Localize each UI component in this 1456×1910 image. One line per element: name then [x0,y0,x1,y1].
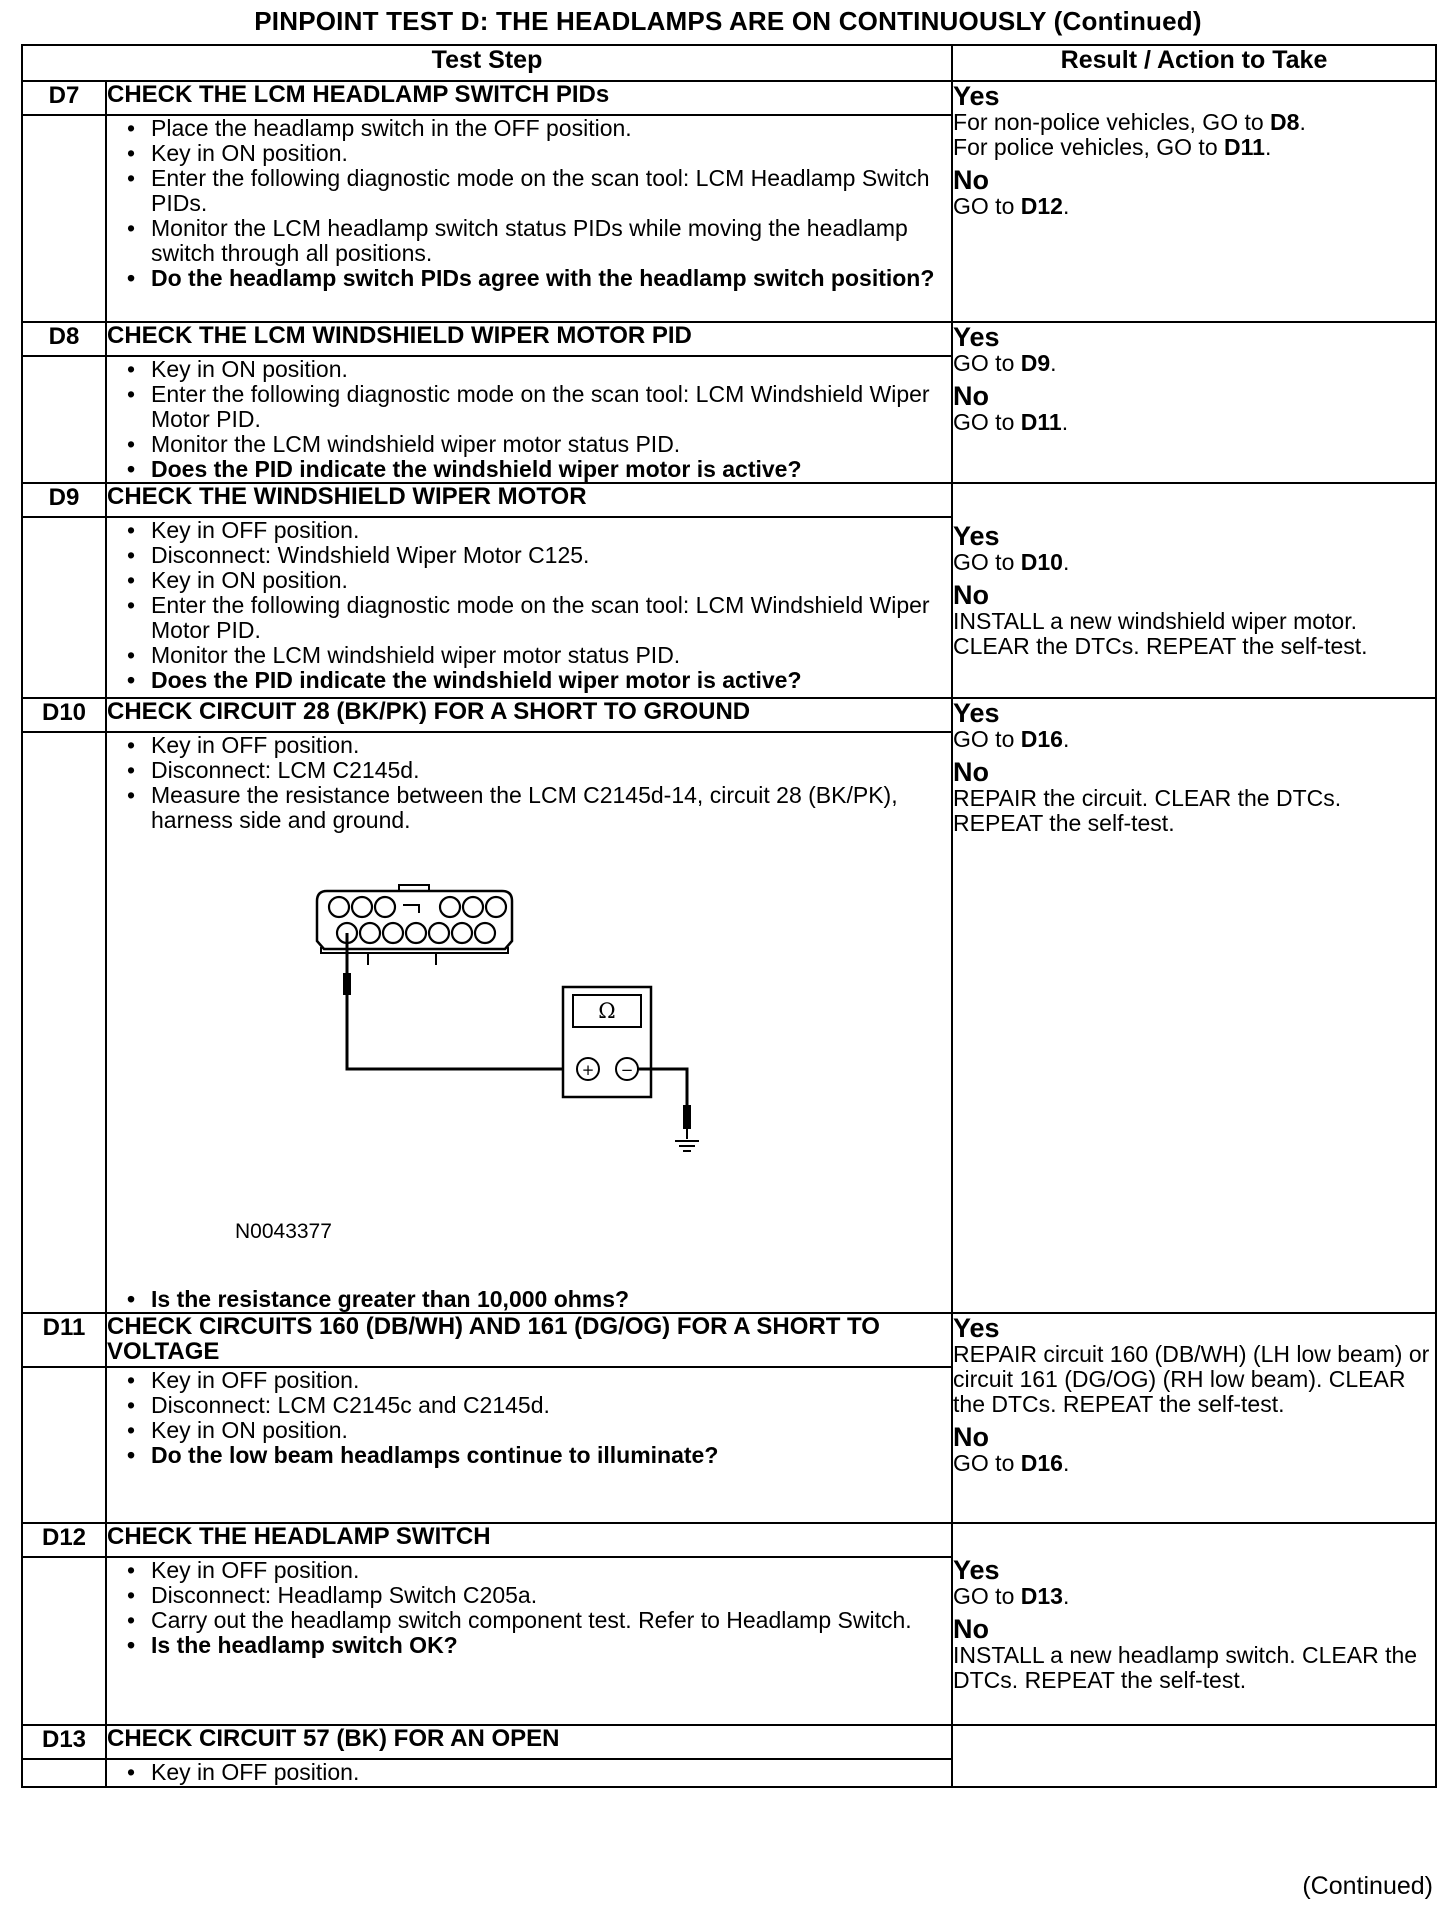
step-title: CHECK THE LCM WINDSHIELD WIPER MOTOR PID [106,322,952,356]
step-reference: D10 [1020,549,1063,575]
step-question: • Do the headlamp switch PIDs agree with the headlamp switch position? [131,266,951,291]
step-list [107,1760,951,1785]
yes-label: Yes [953,81,1000,111]
step-list [107,116,951,291]
step-item: • Key in OFF position. [131,733,951,758]
step-item: • Monitor the LCM headlamp switch status PIDs while moving the headlamp switch through all positions. [131,216,951,266]
pinpoint-test-table [21,44,1437,1788]
step-item: • Enter the following diagnostic mode on the scan tool: LCM Windshield Wiper Motor PID. [131,593,951,643]
step-result [952,698,1436,1313]
step-item: • Key in ON position. [131,357,951,382]
step-result [952,81,1436,322]
ground-icon [675,1141,699,1151]
step-item: • Key in OFF position. [131,1558,951,1583]
step-item: • Carry out the headlamp switch component test. Refer to Headlamp Switch. [131,1608,951,1633]
no-label: No [953,580,990,610]
step-item: • Disconnect: LCM C2145d. [131,758,951,783]
step-title-row [22,698,1436,732]
no-label: No [953,165,990,195]
yes-action: GO to D13. [953,1582,1070,1609]
step-item: • Monitor the LCM windshield wiper motor status PID. [131,643,951,668]
step-item: • Disconnect: Windshield Wiper Motor C125. [131,543,951,568]
step-number: D13 [22,1725,106,1759]
minus-symbol: − [620,1061,634,1079]
step-title: CHECK THE WINDSHIELD WIPER MOTOR [106,483,952,517]
step-result [952,1725,1436,1787]
step-result [952,322,1436,483]
connector-pins-bottom [337,923,495,943]
step-body [106,356,952,483]
step-item: • Disconnect: LCM C2145c and C2145d. [131,1393,951,1418]
yes-action: REPAIR circuit 160 (DB/WH) (LH low beam) or circuit 161 (DG/OG) (RH low beam). CLEAR the DTCs. REPEAT the self-test. [953,1341,1430,1417]
header-result: Result / Action to Take [952,45,1436,81]
step-title: CHECK CIRCUIT 57 (BK) FOR AN OPEN [106,1725,952,1759]
no-label: No [953,381,990,411]
step-list [107,357,951,482]
figure-id: N0043377 [235,1220,332,1243]
ohm-symbol: Ω [598,999,616,1023]
step-item: • Key in ON position. [131,1418,951,1443]
step-body [106,1367,952,1523]
step-item: • Enter the following diagnostic mode on the scan tool: LCM Windshield Wiper Motor PID. [131,382,951,432]
step-body [106,1557,952,1725]
step-result [952,1313,1436,1523]
step-title-row [22,1313,1436,1367]
no-action: REPAIR the circuit. CLEAR the DTCs. REPEAT the self-test. [953,785,1342,836]
step-item: • Key in OFF position. [131,1368,951,1393]
no-label: No [953,1422,990,1452]
header-test-step: Test Step [22,45,952,81]
step-number: D9 [22,483,106,517]
step-question: • Does the PID indicate the windshield wiper motor is active? [131,457,951,482]
step-item: • Key in ON position. [131,568,951,593]
step-reference: D8 [1270,109,1300,135]
step-number: D10 [22,698,106,732]
step-title-row [22,322,1436,356]
step-list [107,518,951,693]
yes-action: GO to D10. [953,549,1070,575]
yes-label: Yes [953,322,1000,352]
step-number: D7 [22,81,106,115]
yes-action: GO to D16. [953,726,1070,752]
page-title: PINPOINT TEST D: THE HEADLAMPS ARE ON CONTINUOUSLY (Continued) [254,6,1202,36]
step-list [107,1287,951,1312]
no-action: GO to D12. [953,193,1070,219]
step-list [107,733,951,833]
step-item: • Enter the following diagnostic mode on the scan tool: LCM Headlamp Switch PIDs. [131,166,951,216]
no-action: GO to D11. [953,409,1069,435]
step-list [107,1558,951,1658]
step-reference: D13 [1020,1582,1063,1609]
step-reference: D9 [1020,350,1051,376]
no-label: No [953,757,990,787]
step-number: D12 [22,1523,106,1557]
step-question: • Does the PID indicate the windshield wiper motor is active? [131,668,951,693]
step-body [106,115,952,322]
yes-action: GO to D9. [953,350,1057,376]
yes-action: For police vehicles, GO to D11. [953,134,1272,160]
yes-action: For non-police vehicles, GO to D8. [953,109,1306,135]
step-item: • Key in OFF position. [131,518,951,543]
step-title: CHECK THE HEADLAMP SWITCH [106,1523,952,1557]
step-title-row [22,81,1436,115]
no-action: GO to D16. [953,1450,1070,1476]
yes-label: Yes [953,698,1000,728]
step-title-row [22,483,1436,517]
ohmmeter-diagram [107,841,951,1281]
connector-pins-top [329,897,506,917]
step-question: • Is the headlamp switch OK? [131,1633,951,1658]
step-item: • Key in OFF position. [131,1760,951,1785]
step-question: • Do the low beam headlamps continue to illuminate? [131,1443,951,1468]
step-body [106,1759,952,1787]
no-action: INSTALL a new headlamp switch. CLEAR the DTCs. REPEAT the self-test. [953,1641,1418,1693]
step-item: • Monitor the LCM windshield wiper motor status PID. [131,432,951,457]
continued-footer: (Continued) [1302,1872,1433,1900]
yes-label: Yes [953,1554,1000,1585]
step-reference: D16 [1020,726,1063,752]
step-item: • Place the headlamp switch in the OFF position. [131,116,951,141]
step-item: • Measure the resistance between the LCM C2145d-14, circuit 28 (BK/PK), harness side and ground. [131,783,951,833]
step-item: • Disconnect: Headlamp Switch C205a. [131,1583,951,1608]
step-result [952,483,1436,698]
step-question: • Is the resistance greater than 10,000 ohms? [131,1287,951,1312]
step-number: D11 [22,1313,106,1367]
test-lead-positive [347,993,567,1069]
no-action: INSTALL a new windshield wiper motor. CLEAR the DTCs. REPEAT the self-test. [953,608,1368,659]
step-title-row [22,1725,1436,1759]
step-title: CHECK CIRCUITS 160 (DB/WH) AND 161 (DG/OG) FOR A SHORT TO VOLTAGE [106,1313,952,1367]
step-reference: D12 [1020,193,1063,219]
step-title: CHECK CIRCUIT 28 (BK/PK) FOR A SHORT TO GROUND [106,698,952,732]
step-list [107,1368,951,1468]
step-body [106,732,952,1313]
step-item: • Key in ON position. [131,141,951,166]
yes-label: Yes [953,521,1000,551]
yes-label: Yes [953,1313,1000,1343]
plus-symbol: + [581,1061,595,1079]
wiring-diagram [147,861,634,1201]
step-reference: D16 [1020,1450,1063,1476]
step-number: D8 [22,322,106,356]
step-reference: D11 [1020,409,1062,435]
step-body [106,517,952,698]
table-header-row [22,45,1436,81]
step-title: CHECK THE LCM HEADLAMP SWITCH PIDs [106,81,952,115]
no-label: No [953,1613,990,1644]
step-result [952,1523,1436,1725]
step-reference: D11 [1224,134,1265,160]
step-title-row [22,1523,1436,1557]
